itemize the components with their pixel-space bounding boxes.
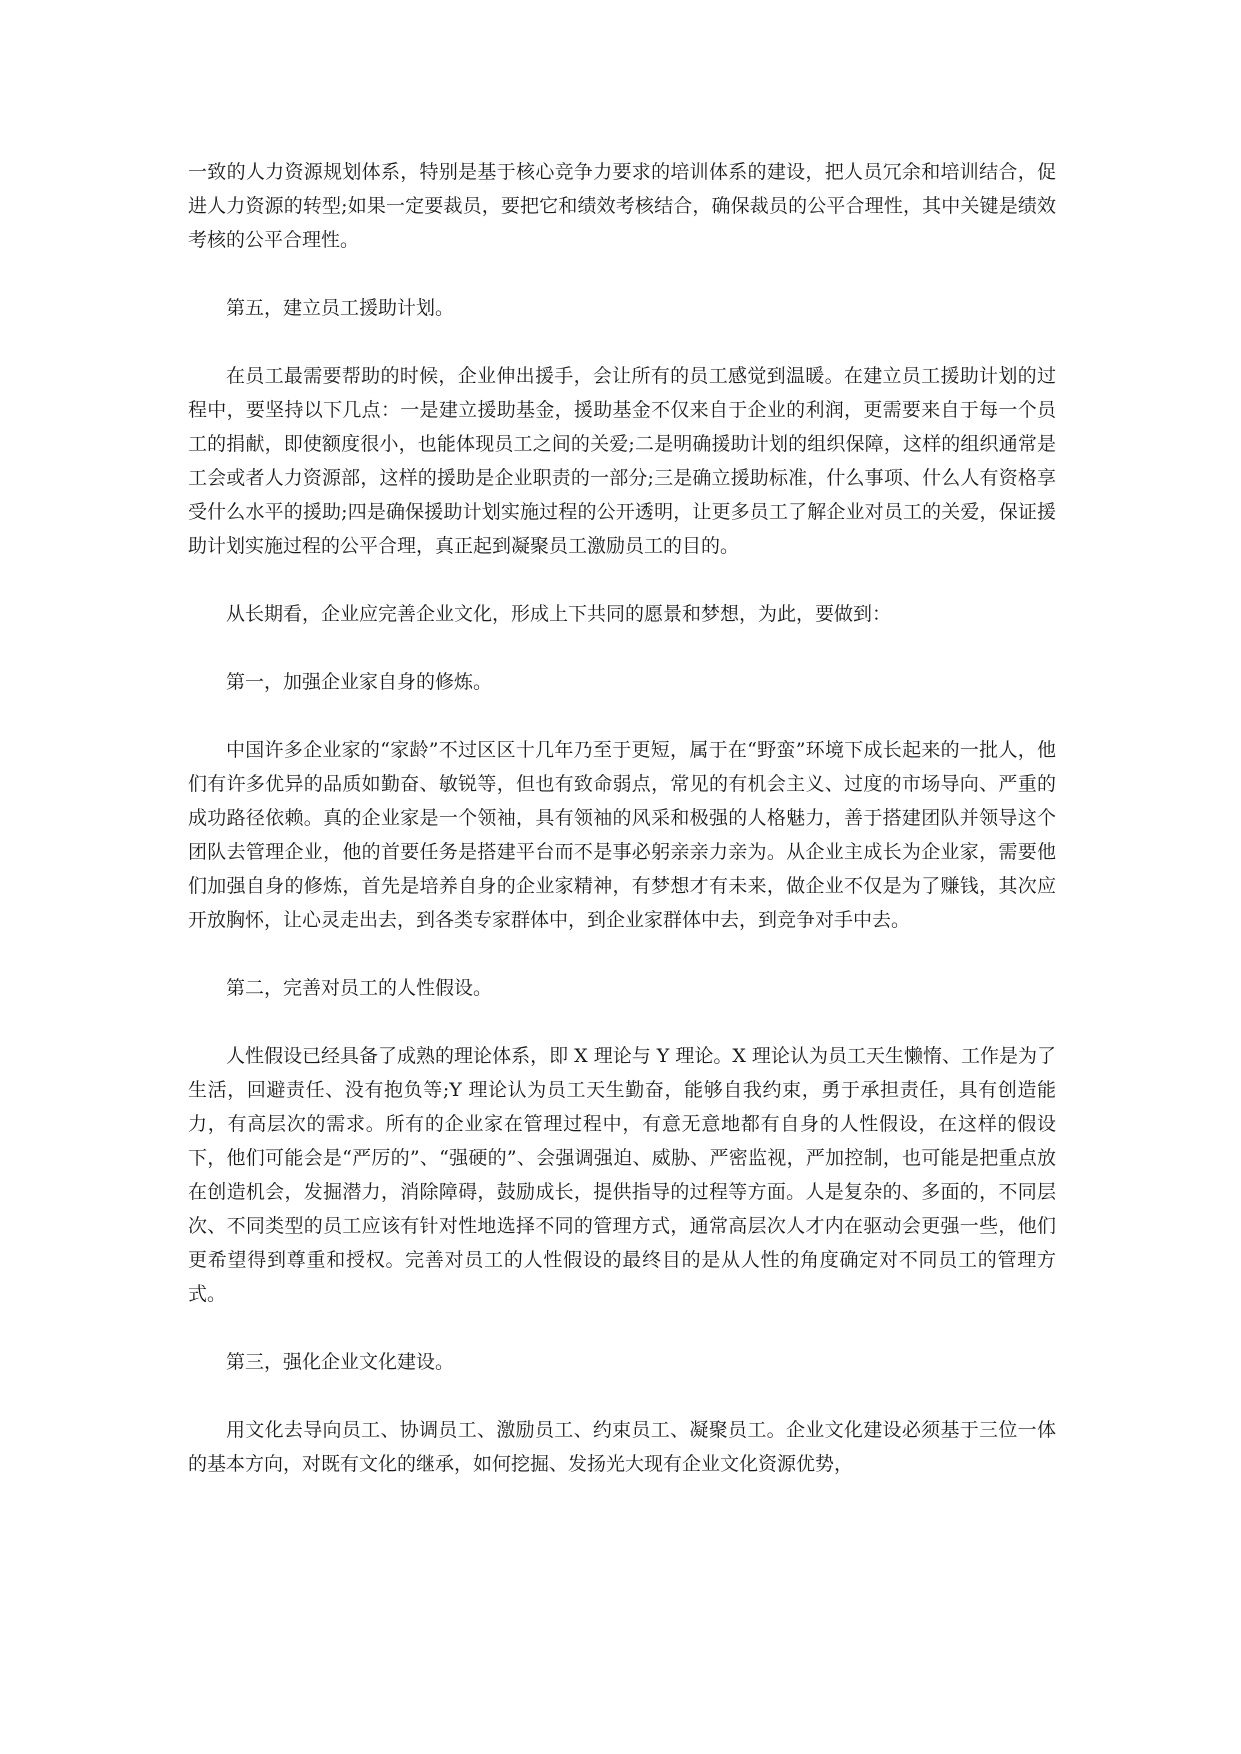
paragraph-corporate-culture: 用文化去导向员工、协调员工、激励员工、约束员工、凝聚员工。企业文化建设必须基于三位一体的基本方向，对既有文化的继承，如何挖掘、发扬光大现有企业文化资源优势， [188,1419,1056,1475]
paragraph-employee-assistance: 在员工最需要帮助的时候，企业伸出援手，会让所有的员工感觉到温暖。在建立员工援助计划的过程中，要坚持以下几点：一是建立援助基金，援助基金不仅来自于企业的利润，更需要来自于每一个员工的捐献，即使额度很小，也能体现员工之间的关爱;二是明确援助计划的组织保障，这样的组织通常是工会或者人力资源部，这样的援助是企业职责的一部分;三是确立援助标准，什么事项、什么人有资格享受什么水平的援助;四是确保援助计划实施过程的公开透明，让更多员工了解企业对员工的关爱，保证援助计划实施过程的公平合理，真正起到凝聚员工激励员工的目的。 [188,365,1056,557]
paragraph-human-nature-assumption: 人性假设已经具备了成熟的理论体系，即 X 理论与 Y 理论。X 理论认为员工天生懒惰、工作是为了生活，回避责任、没有抱负等;Y 理论认为员工天生勤奋，能够自我约束，勇于承担责任，具有创造能力，有高层次的需求。所有的企业家在管理过程中，有意无意地都有自身的人性假设，在这样的假设下，他们可能会是“严厉的”、“强硬的”、会强调强迫、威胁、严密监视，严加控制，也可能是把重点放在创造机会，发掘潜力，消除障碍，鼓励成长，提供指导的过程等方面。人是复杂的、多面的，不同层次、不同类型的员工应该有针对性地选择不同的管理方式，通常高层次人才内在驱动会更强一些，他们更希望得到尊重和授权。完善对员工的人性假设的最终目的是从人性的角度确定对不同员工的管理方式。 [188,1045,1056,1305]
paragraph-hr-planning-continued: 一致的人力资源规划体系，特别是基于核心竞争力要求的培训体系的建设，把人员冗余和培训结合，促进人力资源的转型;如果一定要裁员，要把它和绩效考核结合，确保裁员的公平合理性，其中关键是绩效考核的公平合理性。 [188,161,1056,251]
paragraph-entrepreneur-cultivation: 中国许多企业家的“家龄”不过区区十几年乃至于更短，属于在“野蛮”环境下成长起来的一批人，他们有许多优异的品质如勤奋、敏锐等，但也有致命弱点，常见的有机会主义、过度的市场导向、严重的成功路径依赖。真的企业家是一个领袖，具有领袖的风采和极强的人格魅力，善于搭建团队并领导这个团队去管理企业，他的首要任务是搭建平台而不是事必躬亲亲力亲为。从企业主成长为企业家，需要他们加强自身的修炼，首先是培养自身的企业家精神，有梦想才有未来，做企业不仅是为了赚钱，其次应开放胸怀，让心灵走出去，到各类专家群体中，到企业家群体中去，到竞争对手中去。 [188,739,1056,931]
heading-first-entrepreneur-cultivation: 第一，加强企业家自身的修炼。 [226,671,493,693]
document-body [188,155,1056,1481]
heading-fifth-employee-assistance: 第五，建立员工援助计划。 [226,297,455,319]
heading-second-human-nature-assumption: 第二，完善对员工的人性假设。 [226,977,493,999]
heading-third-corporate-culture: 第三，强化企业文化建设。 [226,1351,455,1373]
paragraph-long-term-culture: 从长期看，企业应完善企业文化，形成上下共同的愿景和梦想，为此，要做到： [226,603,892,625]
